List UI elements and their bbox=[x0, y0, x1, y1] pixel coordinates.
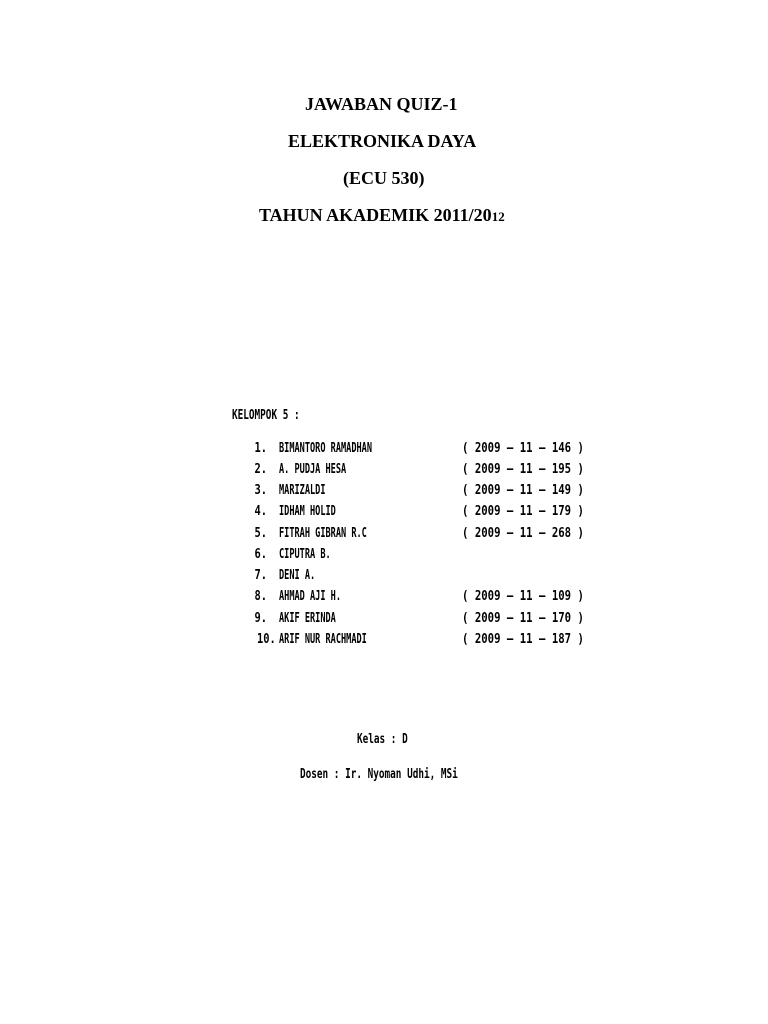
member-number: 2. bbox=[254, 462, 267, 477]
group-label: KELOMPOK 5 : bbox=[232, 408, 300, 423]
member-name: MARIZALDI bbox=[279, 483, 326, 498]
member-id: ( 2009 – 11 – 170 ) bbox=[462, 611, 584, 626]
member-id: ( 2009 – 11 – 109 ) bbox=[462, 589, 584, 604]
member-name: BIMANTORO RAMADHAN bbox=[279, 441, 372, 456]
member-id: ( 2009 – 11 – 187 ) bbox=[462, 632, 584, 647]
member-number: 8. bbox=[254, 589, 267, 604]
member-id: ( 2009 – 11 – 179 ) bbox=[462, 504, 584, 519]
academic-year-suffix: 12 bbox=[491, 209, 505, 224]
member-number: 3. bbox=[254, 483, 267, 498]
member-name: FITRAH GIBRAN R.C bbox=[279, 526, 367, 541]
member-number: 5. bbox=[254, 526, 267, 541]
member-number: 7. bbox=[254, 568, 267, 583]
member-number: 1. bbox=[254, 441, 267, 456]
academic-year bbox=[259, 204, 505, 228]
member-name: IDHAM HOLID bbox=[279, 504, 336, 519]
member-name: AHMAD AJI H. bbox=[279, 589, 341, 604]
member-number: 10. bbox=[257, 632, 276, 647]
member-name: A. PUDJA HESA bbox=[279, 462, 347, 477]
member-name: CIPUTRA B. bbox=[279, 547, 331, 562]
course-code: (ECU 530) bbox=[343, 168, 425, 188]
member-number: 4. bbox=[254, 504, 267, 519]
member-id: ( 2009 – 11 – 149 ) bbox=[462, 483, 584, 498]
member-id: ( 2009 – 11 – 268 ) bbox=[462, 526, 584, 541]
course-title: ELEKTRONIKA DAYA bbox=[288, 131, 477, 151]
class-line: Kelas : D bbox=[357, 732, 408, 747]
member-number: 9. bbox=[254, 611, 267, 626]
member-name: ARIF NUR RACHMADI bbox=[279, 632, 367, 647]
member-name: DENI A. bbox=[279, 568, 316, 583]
member-number: 6. bbox=[254, 547, 267, 562]
quiz-title: JAWABAN QUIZ-1 bbox=[305, 94, 458, 114]
member-id: ( 2009 – 11 – 146 ) bbox=[462, 441, 584, 456]
academic-year-main: TAHUN AKADEMIK 2011/20 bbox=[259, 205, 492, 225]
member-id: ( 2009 – 11 – 195 ) bbox=[462, 462, 584, 477]
member-name: AKIF ERINDA bbox=[279, 611, 336, 626]
lecturer-line: Dosen : Ir. Nyoman Udhi, MSi bbox=[300, 767, 458, 782]
